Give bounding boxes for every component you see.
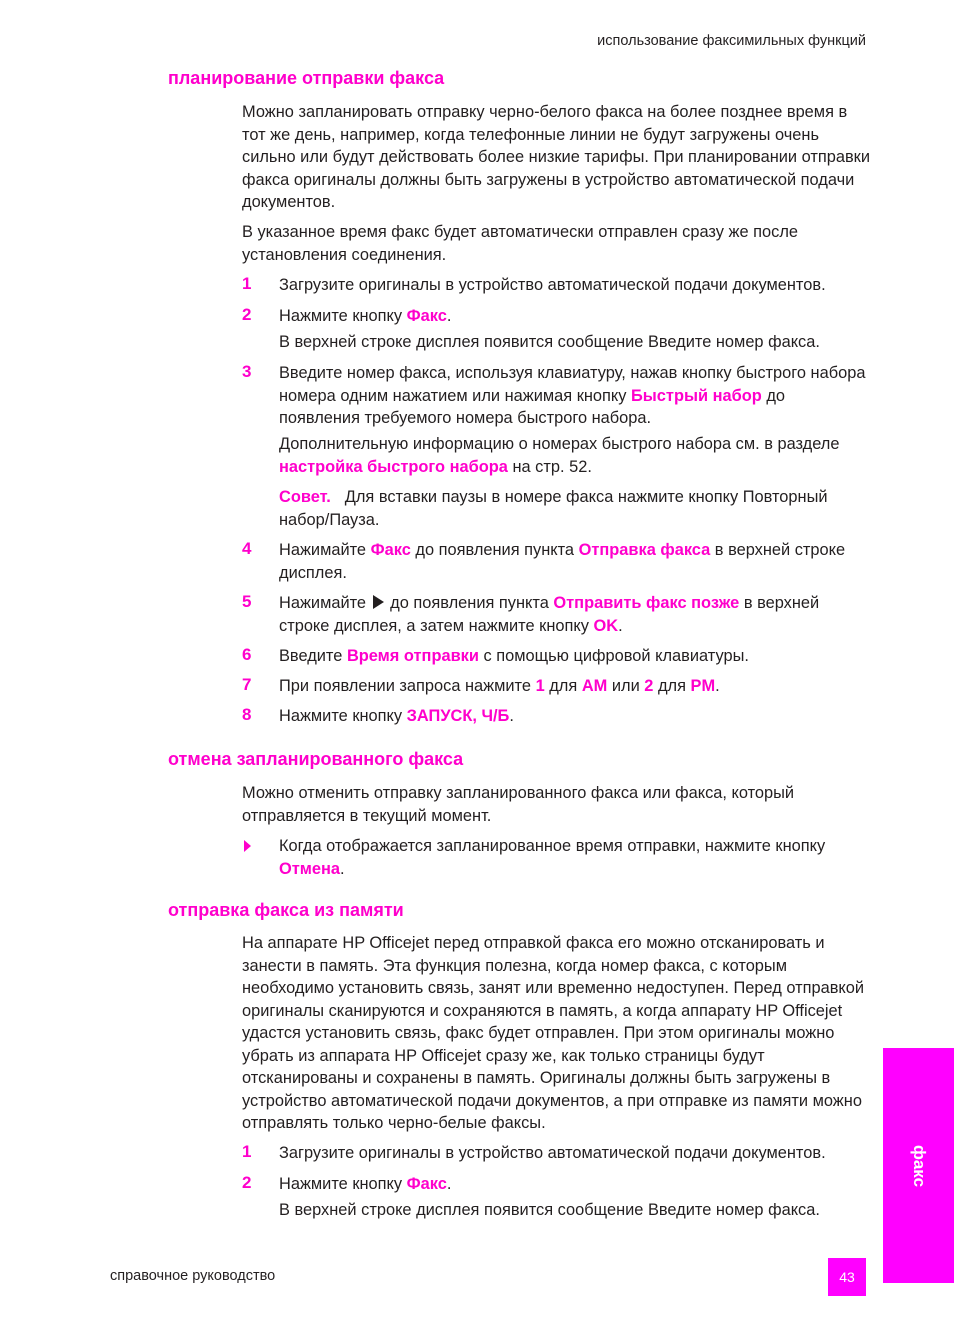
step-number: 6 (242, 645, 252, 664)
step-subtext: В верхней строке дисплея появится сообщение Введите номер факса. (279, 333, 820, 351)
step-text: Загрузите оригиналы в устройство автоматической подачи документов. (279, 276, 826, 294)
step-subtext: В верхней строке дисплея появится сообщение Введите номер факса. (279, 1201, 820, 1219)
step-text: При появлении запроса нажмите 1 для AM или 2 для PM. (279, 677, 720, 695)
tip-note: Совет. Для вставки паузы в номере факса нажмите кнопку Повторный набор/Пауза. (279, 488, 828, 529)
section-heading-schedule: планирование отправки факса (168, 68, 445, 88)
step-number: 3 (242, 362, 252, 381)
paragraph: На аппарате HP Officejet перед отправкой факса его можно отсканировать и занести в память. Эта функция полезна, когда номер факса, с которым необходимо установить связь, занят или временно недоступен. Перед отправкой оригиналы сканируются и сохраняются в память, а когда аппарату HP Officejet удастся установить связь, факс будет отправлен. При этом оригиналы можно убрать из аппарата HP Officejet сразу же, как только страницы будут отсканированы и сохранены в память. Оригиналы должны быть загружены в устройство автоматической подачи документов, а при отправке из памяти можно отправлять только черно-белые факсы. (242, 934, 865, 1132)
step-number: 8 (242, 705, 252, 724)
step-number: 2 (242, 1173, 252, 1192)
step-subtext: Дополнительную информацию о номерах быстрого набора см. в разделе настройка быстрого набора на стр. 52. (279, 435, 840, 476)
footer-title: справочное руководство (110, 1268, 276, 1284)
right-arrow-icon (373, 595, 384, 609)
step-number: 5 (242, 592, 252, 611)
chapter-tab-label: факс (909, 1144, 929, 1187)
step-number: 1 (242, 274, 252, 293)
step-text: Введите номер факса, используя клавиатуру, нажав кнопку быстрого набора номера одним нажатием или нажимая кнопку Быстрый набор до появления требуемого номера быстрого набора. (279, 364, 866, 427)
page-number: 43 (828, 1258, 866, 1296)
step-number: 4 (242, 539, 252, 558)
bullet-arrow-icon (244, 840, 251, 852)
running-header: использование факсимильных функций (597, 33, 866, 49)
key-label: Факс (406, 307, 447, 325)
step-number: 1 (242, 1142, 252, 1161)
step-text: Введите Время отправки с помощью цифровой клавиатуры. (279, 647, 749, 665)
bullet-text: Когда отображается запланированное время отправки, нажмите кнопку Отмена. (279, 837, 826, 878)
step-number: 7 (242, 675, 252, 694)
paragraph: Можно запланировать отправку черно-белого факса на более позднее время в тот же день, например, когда телефонные линии не будут загружены очень сильно или будут действовать более низкие тарифы. При планировании отправки факса оригиналы должны быть загружены в устройство автоматической подачи документов. (242, 103, 871, 211)
step-text: Нажимайте до появления пункта Отправить факс позже в верхней строке дисплея, а затем нажмите кнопку OK. (279, 594, 820, 635)
section-heading-memory: отправка факса из памяти (168, 900, 404, 920)
step-text: Нажмите кнопку Факс. (279, 307, 452, 325)
tip-label: Совет. (279, 488, 331, 506)
step-text: Нажмите кнопку ЗАПУСК, Ч/Б. (279, 707, 514, 725)
paragraph: В указанное время факс будет автоматически отправлен сразу же после установления соединения. (242, 223, 799, 264)
step-text: Нажимайте Факс до появления пункта Отправка факса в верхней строке дисплея. (279, 541, 846, 582)
step-text: Загрузите оригиналы в устройство автоматической подачи документов. (279, 1144, 826, 1162)
cross-reference-link[interactable]: настройка быстрого набора (279, 457, 508, 476)
chapter-side-tab (883, 1048, 954, 1283)
section-heading-cancel: отмена запланированного факса (168, 749, 464, 769)
paragraph: Можно отменить отправку запланированного факса или факса, который отправляется в текущий момент. (242, 784, 795, 825)
step-text: Нажмите кнопку Факс. (279, 1175, 452, 1193)
key-label: Быстрый набор (631, 386, 762, 405)
step-number: 2 (242, 305, 252, 324)
